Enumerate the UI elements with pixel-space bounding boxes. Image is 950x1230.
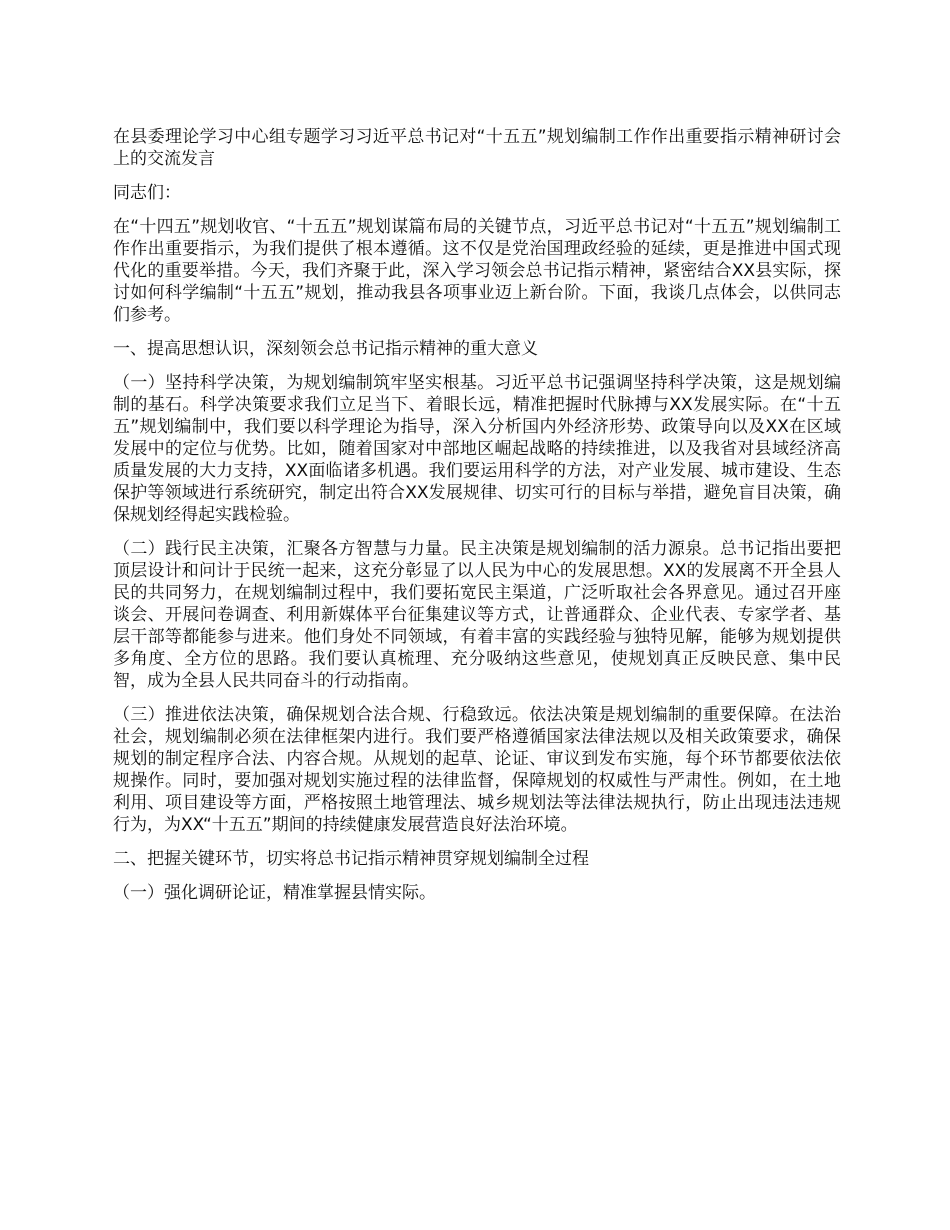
- section1-paragraph-1: （一）坚持科学决策，为规划编制筑牢坚实根基。习近平总书记强调坚持科学决策，这是规划编制的基石。科学决策要求我们立足当下、着眼长远，精准把握时代脉搏与XX发展实际。在“十五五”规划编制中，我们要以科学理论为指导，深入分析国内外经济形势、政策导向以及XX在区域发展中的定位与优势。比如，随着国家对中部地区崛起战略的持续推进，以及我省对县域经济高质量发展的大力支持，XX面临诸多机遇。我们要运用科学的方法，对产业发展、城市建设、生态保护等领域进行系统研究，制定出符合XX发展规律、切实可行的目标与举措，避免盲目决策，确保规划经得起实践检验。: [113, 373, 841, 525]
- section2-heading: 二、把握关键环节，切实将总书记指示精神贯穿规划编制全过程: [113, 849, 589, 869]
- section2-paragraph-1: （一）强化调研论证，精准掌握县情实际。: [113, 883, 436, 903]
- section1-heading: 一、提高思想认识，深刻领会总书记指示精神的重大意义: [113, 339, 538, 359]
- greeting: 同志们：: [113, 183, 181, 203]
- section1-paragraph-2: （二）践行民主决策，汇聚各方智慧与力量。民主决策是规划编制的活力源泉。总书记指出要把顶层设计和问计于民统一起来，这充分彰显了以人民为中心的发展思想。XX的发展离不开全县人民的共同努力，在规划编制过程中，我们要拓宽民主渠道，广泛听取社会各界意见。通过召开座谈会、开展问卷调查、利用新媒体平台征集建议等方式，让普通群众、企业代表、专家学者、基层干部等都能参与进来。他们身处不同领域，有着丰富的实践经验与独特见解，能够为规划提供多角度、全方位的思路。我们要认真梳理、充分吸纳这些意见，使规划真正反映民意、集中民智，成为全县人民共同奋斗的行动指南。: [113, 539, 841, 691]
- document-page: [113, 126, 841, 916]
- section1-paragraph-3: （三）推进依法决策，确保规划合法合规、行稳致远。依法决策是规划编制的重要保障。在法治社会，规划编制必须在法律框架内进行。我们要严格遵循国家法律法规以及相关政策要求，确保规划的制定程序合法、内容合规。从规划的起草、论证、审议到发布实施，每个环节都要依法依规操作。同时，要加强对规划实施过程的法律监督，保障规划的权威性与严肃性。例如，在土地利用、项目建设等方面，严格按照土地管理法、城乡规划法等法律法规执行，防止出现违法违规行为，为XX“十五五”期间的持续健康发展营造良好法治环境。: [113, 705, 841, 835]
- document-title: 在县委理论学习中心组专题学习习近平总书记对“十五五”规划编制工作作出重要指示精神研讨会上的交流发言: [113, 127, 841, 169]
- intro-paragraph: 在“十四五”规划收官、“十五五”规划谋篇布局的关键节点，习近平总书记对“十五五”规划编制工作作出重要指示，为我们提供了根本遵循。这不仅是党治国理政经验的延续，更是推进中国式现代化的重要举措。今天，我们齐聚于此，深入学习领会总书记指示精神，紧密结合XX县实际，探讨如何科学编制“十五五”规划，推动我县各项事业迈上新台阶。下面，我谈几点体会，以供同志们参考。: [113, 217, 841, 325]
